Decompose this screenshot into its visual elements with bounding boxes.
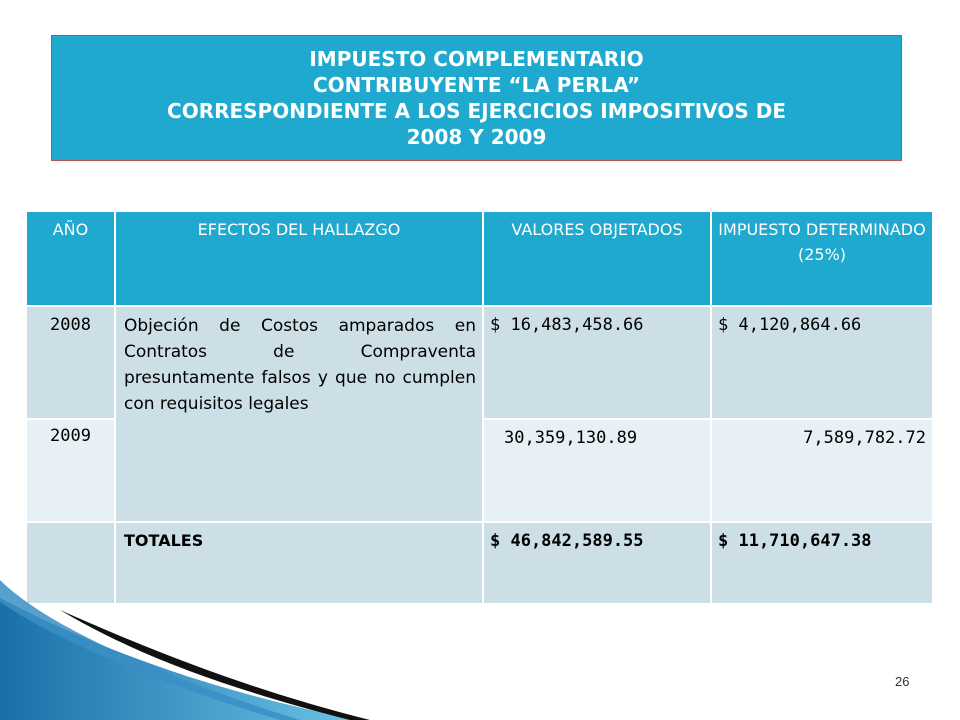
totals-label: TOTALES bbox=[115, 522, 483, 604]
totals-tax: $ 11,710,647.38 bbox=[711, 522, 933, 604]
tax-table bbox=[25, 210, 934, 605]
totals-values: $ 46,842,589.55 bbox=[483, 522, 711, 604]
title-line-2: CONTRIBUYENTE “LA PERLA” bbox=[312, 73, 641, 97]
title-line-1: IMPUESTO COMPLEMENTARIO bbox=[309, 47, 644, 71]
header-tax: IMPUESTO DETERMINADO (25%) bbox=[711, 211, 933, 306]
values-cell: $ 16,483,458.66 bbox=[483, 306, 711, 419]
values-cell: 30,359,130.89 bbox=[483, 419, 711, 522]
title-line-4: 2008 Y 2009 bbox=[406, 125, 547, 149]
tax-cell: $ 4,120,864.66 bbox=[711, 306, 933, 419]
title-banner bbox=[51, 35, 902, 161]
header-effects: EFECTOS DEL HALLAZGO bbox=[115, 211, 483, 306]
header-year: AÑO bbox=[26, 211, 115, 306]
tax-cell: 7,589,782.72 bbox=[711, 419, 933, 522]
description-cell: Objeción de Costos amparados en Contratos de Compraventa presuntamente falsos y que no cumplen con requisitos legales bbox=[115, 306, 483, 522]
decorative-swoosh bbox=[0, 580, 380, 720]
title-line-3: CORRESPONDIENTE A LOS EJERCICIOS IMPOSITIVOS DE bbox=[167, 99, 786, 123]
year-cell: 2008 bbox=[26, 306, 115, 419]
table-header-row bbox=[26, 211, 933, 306]
year-cell: 2009 bbox=[26, 419, 115, 522]
page-number: 26 bbox=[895, 674, 910, 689]
table-row bbox=[26, 306, 933, 419]
header-values: VALORES OBJETADOS bbox=[483, 211, 711, 306]
